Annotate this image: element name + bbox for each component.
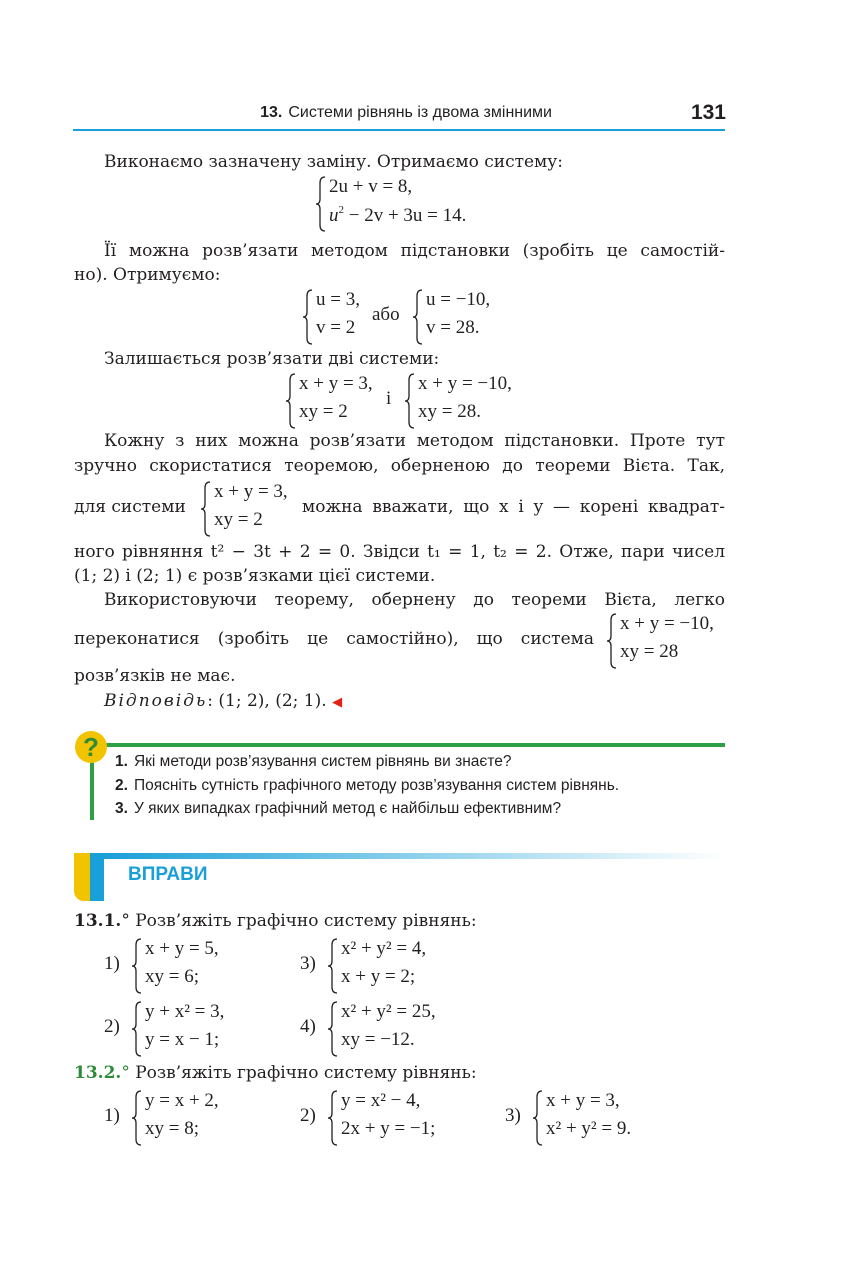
page-number: 131 <box>690 101 726 124</box>
running-header <box>0 104 552 122</box>
equation: 2u + v = 8, <box>329 176 413 197</box>
exercise-system <box>131 938 251 994</box>
paragraph-line: переконатися (зробіть це самостійно), що система <box>74 629 594 649</box>
paragraph-line: Кожну з них можна розв’язати методом підстановки. Проте тут <box>104 431 725 451</box>
questions-bar <box>90 760 94 820</box>
equation: u = −10, <box>426 289 491 310</box>
equation-system <box>200 481 300 537</box>
equation: xy = −12. <box>341 1029 415 1050</box>
equation: u = 3, <box>316 289 360 310</box>
brace-icon <box>131 1001 143 1057</box>
end-of-solution-icon: ◀ <box>332 695 343 710</box>
brace-icon <box>131 1090 143 1146</box>
exercise-system <box>327 938 467 994</box>
equation: xy = 6; <box>145 966 199 987</box>
exercise-system <box>131 1001 251 1057</box>
exercise-system <box>327 1001 477 1057</box>
paragraph-line: Виконаємо зазначену заміну. Отримаємо систему: <box>104 152 564 172</box>
equation: xy = 2 <box>214 509 263 530</box>
exercise-system <box>327 1090 477 1146</box>
exercises-title: ВПРАВИ <box>128 864 208 885</box>
task-heading: 13.1.° Розв’яжіть графічно систему рівнянь: <box>74 911 477 931</box>
item-label: 2) <box>104 1016 120 1037</box>
paragraph-line: но). Отримуємо: <box>74 265 221 285</box>
paragraph-line: (1; 2) і (2; 1) є розв’язками цієї системи. <box>74 566 436 586</box>
equation: x + y = 5, <box>145 938 219 959</box>
brace-icon <box>315 176 327 232</box>
item-label: 1) <box>104 953 120 974</box>
equation: v = 28. <box>426 317 480 338</box>
brace-icon <box>532 1090 544 1146</box>
exercise-system <box>131 1090 251 1146</box>
equation-system <box>315 176 495 232</box>
paragraph-line: для системи <box>74 497 186 517</box>
brace-icon <box>412 289 424 345</box>
equation-system <box>404 373 534 429</box>
paragraph-line: ного рівняння t² − 3t + 2 = 0. Звідси t₁ = 1, t₂ = 2. Отже, пари чисел <box>74 542 725 562</box>
item-label: 3) <box>505 1105 521 1126</box>
brace-icon <box>285 373 297 429</box>
solution-system <box>412 289 522 345</box>
item-label: 1) <box>104 1105 120 1126</box>
equation: y = x² − 4, <box>341 1090 421 1111</box>
chapter-number: 13. <box>260 104 283 121</box>
question-mark-icon: ? <box>75 731 107 763</box>
equation: v = 2 <box>316 317 356 338</box>
brace-icon <box>327 1090 339 1146</box>
equation: xy = 28. <box>418 401 481 422</box>
equation: xy = 8; <box>145 1118 199 1139</box>
answer-line <box>104 690 342 714</box>
paragraph-line: Використовуючи теорему, обернену до теореми Вієта, легко <box>104 590 725 610</box>
paragraph-line: Її можна розв’язати методом підстановки (зробіть це самостій- <box>104 241 725 261</box>
brace-icon <box>302 289 314 345</box>
exercises-marker <box>74 853 90 901</box>
equation: y + x² = 3, <box>145 1001 225 1022</box>
equation: x² + y² = 9. <box>546 1118 632 1139</box>
brace-icon <box>606 613 618 669</box>
answer-value: : (1; 2), (2; 1). <box>207 691 327 711</box>
paragraph-line: зручно скористатися теоремою, оберненою до теореми Вієта. Так, <box>74 456 725 476</box>
header-rule <box>73 129 725 131</box>
exercises-rule <box>104 853 724 859</box>
paragraph-line: Залишається розв’язати дві системи: <box>104 349 440 369</box>
equation: x² + y² = 25, <box>341 1001 436 1022</box>
equation-system <box>606 613 726 669</box>
equation: x + y = 3, <box>546 1090 620 1111</box>
brace-icon <box>200 481 212 537</box>
brace-icon <box>131 938 143 994</box>
equation: y = x + 2, <box>145 1090 219 1111</box>
brace-icon <box>404 373 416 429</box>
solution-system <box>302 289 372 345</box>
questions-rule <box>104 743 725 747</box>
question-item: 1. Які методи розв’язування систем рівнянь ви знаєте? <box>115 753 512 770</box>
equation: x + y = 3, <box>214 481 288 502</box>
and-word: і <box>386 388 392 409</box>
exercises-marker <box>90 853 104 901</box>
exercise-system <box>532 1090 672 1146</box>
equation: x + y = 2; <box>341 966 416 987</box>
equation: xy = 2 <box>299 401 348 422</box>
equation: x + y = −10, <box>620 613 714 634</box>
equation: y = x − 1; <box>145 1029 220 1050</box>
question-item: 2. Поясніть сутність графічного методу розв’язування систем рівнянь. <box>115 777 620 794</box>
item-label: 3) <box>300 953 316 974</box>
brace-icon <box>327 938 339 994</box>
equation: 2x + y = −1; <box>341 1118 436 1139</box>
item-label: 4) <box>300 1016 316 1037</box>
brace-icon <box>327 1001 339 1057</box>
paragraph-line: можна вважати, що x і y — корені квадрат- <box>302 497 725 517</box>
equation: x² + y² = 4, <box>341 938 427 959</box>
equation-system <box>285 373 385 429</box>
or-word: або <box>372 304 400 325</box>
question-item: 3. У яких випадках графічний метод є найбільш ефективним? <box>115 800 562 817</box>
equation: x + y = −10, <box>418 373 512 394</box>
task-heading: 13.2.° Розв’яжіть графічно систему рівнянь: <box>74 1063 477 1083</box>
answer-label: Відповідь <box>104 691 208 711</box>
chapter-title: Системи рівнянь із двома змінними <box>288 104 552 121</box>
item-label: 2) <box>300 1105 316 1126</box>
paragraph-line: розв’язків не має. <box>74 666 236 686</box>
equation: x + y = 3, <box>299 373 373 394</box>
equation: $u^2 - 2v + 3u = 14$. <box>329 204 467 226</box>
equation: xy = 28 <box>620 641 679 662</box>
